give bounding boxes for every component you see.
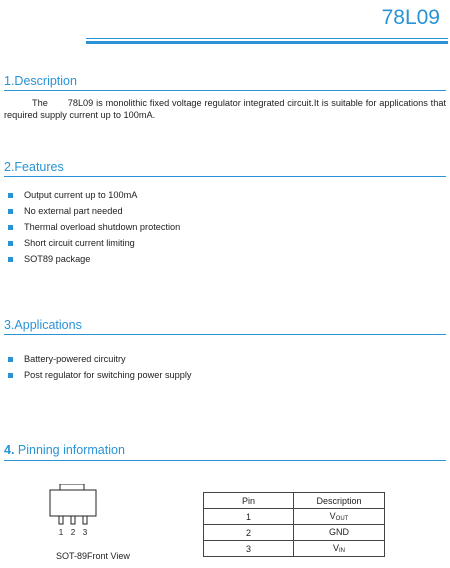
pinning-rule bbox=[4, 460, 446, 461]
package-pin-label: 3 bbox=[82, 528, 88, 537]
header-rule-thick bbox=[86, 41, 448, 44]
column-header-pin: Pin bbox=[204, 493, 294, 509]
header-rule-thin bbox=[86, 38, 448, 39]
applications-rule bbox=[4, 334, 446, 335]
bullet-square-icon bbox=[8, 225, 13, 230]
description-text bbox=[4, 97, 446, 121]
table-row bbox=[204, 509, 385, 525]
part-number-title: 78L09 bbox=[381, 6, 440, 29]
pin-number: 1 bbox=[204, 509, 294, 525]
list-item: Output current up to 100mA bbox=[8, 187, 180, 203]
bullet-square-icon bbox=[8, 209, 13, 214]
list-item: Thermal overload shutdown protection bbox=[8, 219, 180, 235]
bullet-square-icon bbox=[8, 193, 13, 198]
pin-description: GND bbox=[294, 525, 385, 541]
column-header-description: Description bbox=[294, 493, 385, 509]
package-lead-1 bbox=[59, 516, 63, 524]
features-heading: 2.Features bbox=[4, 160, 64, 174]
bullet-square-icon bbox=[8, 373, 13, 378]
bullet-square-icon bbox=[8, 357, 13, 362]
list-item: Battery-powered circuitry bbox=[8, 351, 192, 367]
package-lead-2 bbox=[71, 516, 75, 524]
description-body: 78L09 is monolithic fixed voltage regulator integrated circuit.It is suitable for applications that required supply current up to 100mA. bbox=[4, 98, 446, 120]
table-header-row bbox=[204, 493, 385, 509]
list-item: SOT89 package bbox=[8, 251, 180, 267]
pin-table bbox=[203, 492, 385, 557]
features-rule bbox=[4, 176, 446, 177]
pin-number: 3 bbox=[204, 541, 294, 557]
description-rule bbox=[4, 90, 446, 91]
pin-description: VOUT bbox=[294, 509, 385, 525]
package-pin-label: 2 bbox=[70, 528, 76, 537]
description-heading: 1.Description bbox=[4, 74, 77, 88]
pinning-heading: 4. Pinning information bbox=[4, 443, 125, 457]
pin-description: VIN bbox=[294, 541, 385, 557]
package-body bbox=[50, 490, 96, 516]
list-item: No external part needed bbox=[8, 203, 180, 219]
description-lead: The bbox=[32, 98, 48, 108]
package-lead-3 bbox=[83, 516, 87, 524]
table-row bbox=[204, 541, 385, 557]
bullet-square-icon bbox=[8, 241, 13, 246]
applications-heading: 3.Applications bbox=[4, 318, 82, 332]
package-caption: SOT-89Front View bbox=[56, 551, 130, 561]
list-item: Post regulator for switching power supply bbox=[8, 367, 192, 383]
package-pin-label: 1 bbox=[58, 528, 64, 537]
applications-list bbox=[8, 351, 192, 383]
pin-number: 2 bbox=[204, 525, 294, 541]
package-tab bbox=[60, 484, 84, 490]
bullet-square-icon bbox=[8, 257, 13, 262]
features-list bbox=[8, 187, 180, 267]
table-row bbox=[204, 525, 385, 541]
list-item: Short circuit current limiting bbox=[8, 235, 180, 251]
